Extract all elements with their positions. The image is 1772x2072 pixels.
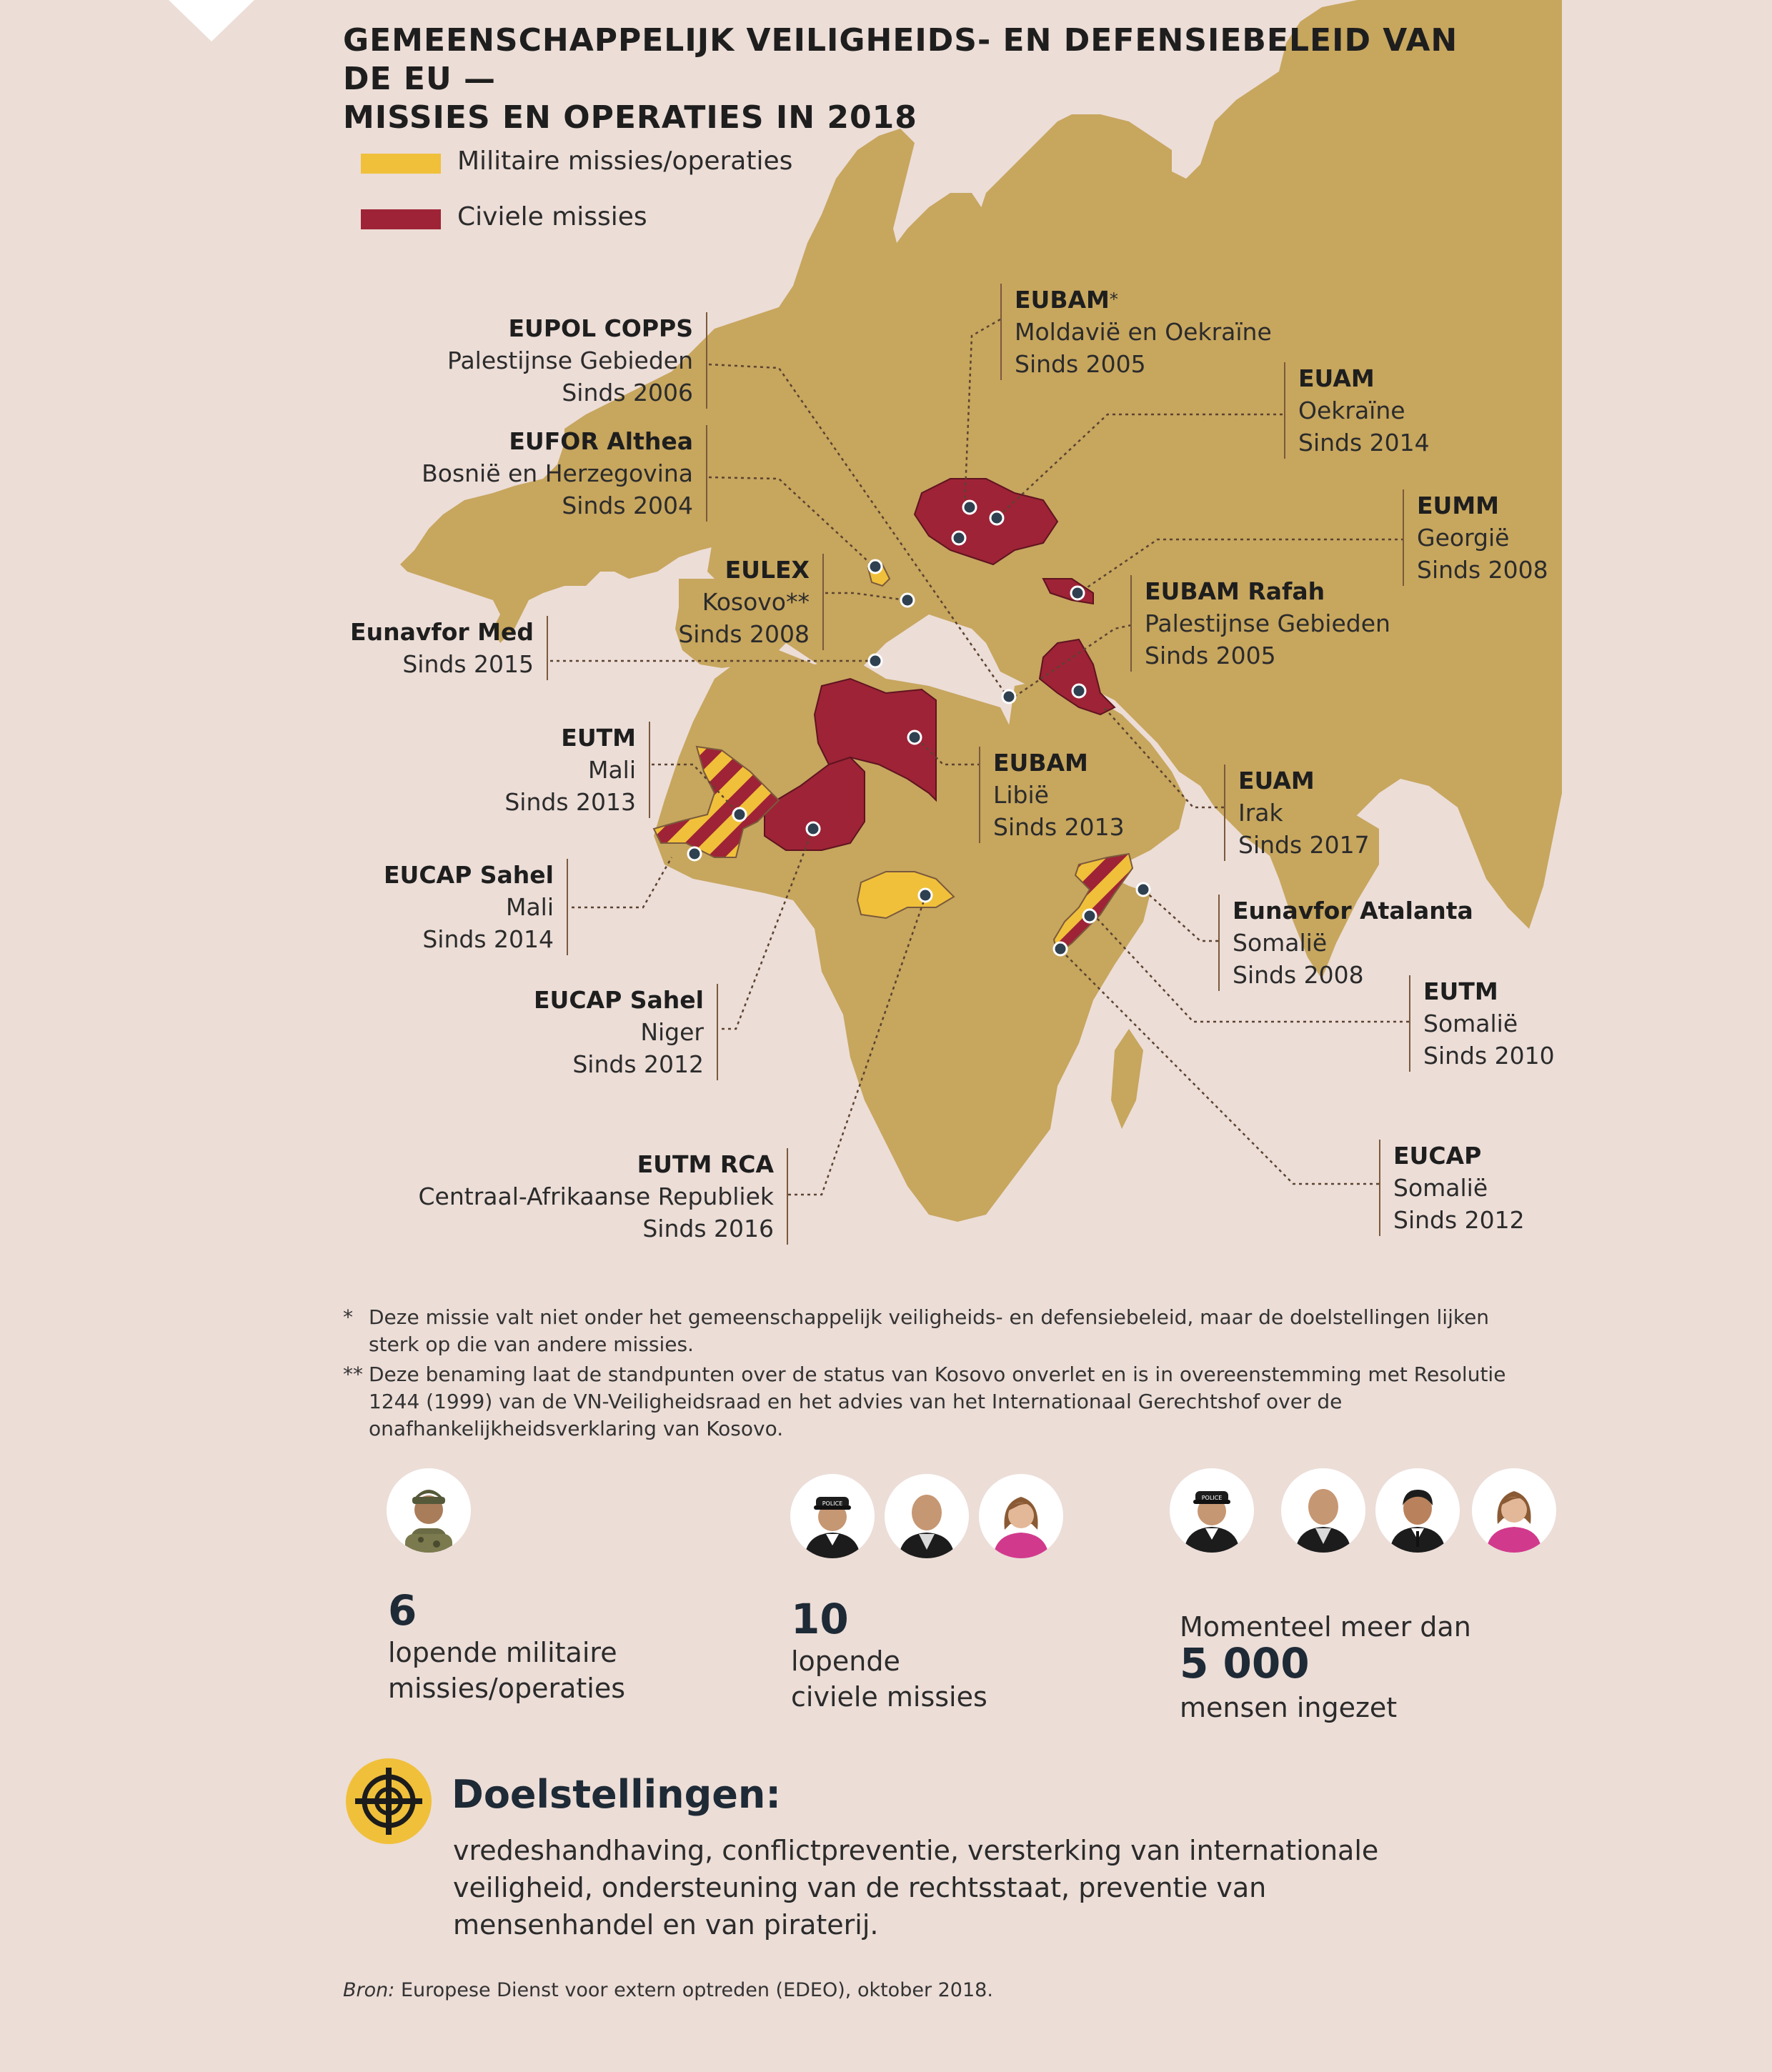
label-country: Bosnië en Herzegovina bbox=[422, 459, 693, 487]
stat-people-number: 5 000 bbox=[1180, 1639, 1310, 1688]
stat-military-line-1: lopende militaire bbox=[388, 1637, 617, 1668]
police-officer-icon bbox=[790, 1474, 875, 1558]
label-eutm-somalia bbox=[1409, 975, 1555, 1072]
source-label: Bron: bbox=[343, 1979, 395, 2001]
label-name: EUBAM Rafah bbox=[1145, 577, 1325, 605]
stat-civilian-number: 10 bbox=[791, 1595, 849, 1643]
legend-label-military: Militaire missies/operaties bbox=[457, 146, 793, 176]
footnote-1 bbox=[343, 1304, 1529, 1358]
label-name: EUFOR Althea bbox=[509, 427, 693, 455]
footnote-1-text: Deze missie valt niet onder het gemeenschappelijk veiligheids- en defensiebeleid, maar de doelstellingen lijken sterk op die van andere missies. bbox=[369, 1305, 1490, 1356]
label-country: Palestijnse Gebieden bbox=[447, 347, 693, 374]
label-since: Sinds 2014 bbox=[1298, 429, 1430, 457]
stat-civilian-line-1: lopende bbox=[791, 1645, 900, 1677]
label-since: Sinds 2014 bbox=[422, 925, 554, 953]
label-eubam-rafah bbox=[1130, 575, 1390, 672]
page-title bbox=[343, 21, 1515, 137]
label-eucap-somalia bbox=[1379, 1140, 1525, 1236]
label-name: EUBAM bbox=[993, 749, 1088, 777]
label-eubam-libya bbox=[979, 747, 1125, 843]
legend-label-civilian: Civiele missies bbox=[457, 202, 647, 231]
footnote-marker: * bbox=[1109, 289, 1118, 309]
label-since: Sinds 2008 bbox=[1233, 961, 1364, 989]
footnote-2 bbox=[343, 1361, 1529, 1443]
man-dark-hair-avatar bbox=[1375, 1468, 1460, 1553]
man-icon bbox=[885, 1474, 969, 1558]
label-country: Irak bbox=[1238, 799, 1283, 827]
label-eutm-mali bbox=[504, 722, 650, 818]
label-since: Sinds 2013 bbox=[993, 813, 1125, 841]
label-name: EUMM bbox=[1417, 492, 1500, 519]
police-badge-text: POLICE bbox=[1201, 1495, 1223, 1501]
stat-civilian-line-2: civiele missies bbox=[791, 1681, 987, 1713]
police-badge-text: POLICE bbox=[822, 1500, 843, 1507]
footnote-2-marker: ** bbox=[343, 1363, 363, 1386]
label-eubam-moldova bbox=[1000, 284, 1272, 380]
label-since: Sinds 2006 bbox=[562, 379, 693, 407]
label-country: Moldavië en Oekraïne bbox=[1015, 318, 1272, 346]
woman-avatar-2 bbox=[1472, 1468, 1556, 1553]
label-country: Somalië bbox=[1393, 1174, 1488, 1202]
label-since: Sinds 2016 bbox=[642, 1215, 774, 1242]
label-since: Sinds 2012 bbox=[572, 1050, 704, 1078]
target-icon bbox=[345, 1758, 432, 1845]
label-country: Mali bbox=[587, 756, 636, 784]
label-country: Somalië bbox=[1423, 1010, 1518, 1037]
label-eucap-sahel-niger bbox=[534, 984, 718, 1080]
label-name: EUTM bbox=[561, 724, 636, 752]
label-country: Oekraïne bbox=[1298, 397, 1405, 424]
label-euam-ukraine bbox=[1284, 362, 1430, 459]
label-country: Georgië bbox=[1417, 524, 1510, 552]
label-since: Sinds 2005 bbox=[1015, 350, 1146, 378]
man-avatar bbox=[885, 1474, 969, 1558]
stat-civilian-text bbox=[791, 1643, 987, 1715]
label-since: Sinds 2008 bbox=[678, 620, 810, 648]
label-name: EUTM bbox=[1423, 977, 1498, 1005]
label-country: Somalië bbox=[1233, 929, 1328, 957]
stat-military-text bbox=[388, 1635, 625, 1706]
label-name: EUTM RCA bbox=[637, 1150, 774, 1178]
police-officer-avatar-2 bbox=[1170, 1468, 1254, 1553]
label-country: Palestijnse Gebieden bbox=[1145, 609, 1390, 637]
woman-avatar bbox=[979, 1474, 1063, 1558]
label-since: Sinds 2015 bbox=[402, 650, 534, 678]
label-since: Sinds 2012 bbox=[1393, 1206, 1525, 1234]
label-since: Sinds 2013 bbox=[504, 788, 636, 816]
soldier-icon bbox=[387, 1468, 471, 1553]
footnote-1-marker: * bbox=[343, 1305, 353, 1329]
legend-swatch-civilian bbox=[361, 209, 441, 229]
label-eulex bbox=[678, 554, 824, 650]
label-eupol-copps bbox=[447, 312, 707, 409]
man-dark-hair-icon bbox=[1375, 1468, 1460, 1553]
title-line-1: GEMEENSCHAPPELIJK VEILIGHEIDS- EN DEFENSIEBELEID VAN DE EU — bbox=[343, 22, 1458, 97]
label-name: Eunavfor Atalanta bbox=[1233, 897, 1473, 925]
label-eucap-sahel-mali bbox=[384, 859, 568, 955]
stat-military-number: 6 bbox=[388, 1586, 417, 1635]
label-eufor-althea bbox=[422, 425, 707, 522]
title-line-2: MISSIES EN OPERATIES IN 2018 bbox=[343, 99, 917, 136]
goals-text: vredeshandhaving, conflictpreventie, versterking van internationale veiligheid, ondersteuning van de rechtsstaat, preventie van mensenhandel en van piraterij. bbox=[453, 1835, 1379, 1941]
land-madagascar bbox=[1111, 1029, 1143, 1129]
label-since: Sinds 2017 bbox=[1238, 831, 1370, 859]
label-eunavfor-med bbox=[350, 616, 548, 680]
stat-people-suffix: mensen ingezet bbox=[1180, 1692, 1398, 1723]
label-since: Sinds 2008 bbox=[1417, 556, 1548, 584]
soldier-avatar bbox=[387, 1468, 471, 1553]
footnote-2-text: Deze benaming laat de standpunten over de status van Kosovo onverlet en is in overeenstemming met Resolutie 1244 (1999) van de VN-Veiligheidsraad en het advies van het Internationaal Gerechtshof over de onafhankelijkheidsverklaring van Kosovo. bbox=[369, 1363, 1506, 1440]
police-officer-icon bbox=[1170, 1468, 1254, 1553]
label-country: Libië bbox=[993, 781, 1049, 809]
man-avatar-2 bbox=[1281, 1468, 1365, 1553]
label-eumm bbox=[1403, 489, 1548, 586]
man-icon bbox=[1281, 1468, 1365, 1553]
label-name: EUCAP Sahel bbox=[384, 861, 554, 889]
stat-military-line-2: missies/operaties bbox=[388, 1673, 625, 1704]
label-euam-iraq bbox=[1224, 764, 1370, 861]
legend-swatch-military bbox=[361, 154, 441, 174]
label-name: Eunavfor Med bbox=[350, 618, 534, 646]
woman-icon bbox=[979, 1474, 1063, 1558]
police-officer-avatar bbox=[790, 1474, 875, 1558]
label-name: EUBAM bbox=[1015, 286, 1110, 314]
label-name: EUCAP bbox=[1393, 1142, 1482, 1170]
label-name: EUAM bbox=[1298, 364, 1375, 392]
stat-people-prefix: Momenteel meer dan bbox=[1180, 1611, 1471, 1643]
label-since: Sinds 2010 bbox=[1423, 1042, 1555, 1070]
woman-icon bbox=[1472, 1468, 1556, 1553]
label-since: Sinds 2005 bbox=[1145, 642, 1276, 669]
label-name: EUPOL COPPS bbox=[508, 314, 693, 342]
label-name: EUAM bbox=[1238, 767, 1315, 795]
label-since: Sinds 2004 bbox=[562, 492, 693, 519]
label-country: Centraal-Afrikaanse Republiek bbox=[418, 1182, 774, 1210]
label-country: Kosovo** bbox=[702, 588, 810, 616]
label-country: Mali bbox=[505, 893, 554, 921]
source-text: Europese Dienst voor extern optreden (EDEO), oktober 2018. bbox=[394, 1979, 993, 2001]
goals-title: Doelstellingen: bbox=[452, 1772, 781, 1817]
label-name: EULEX bbox=[725, 556, 810, 584]
label-eutm-rca bbox=[419, 1148, 789, 1245]
source-line bbox=[343, 1979, 993, 2001]
corner-notch bbox=[169, 0, 254, 41]
label-name: EUCAP Sahel bbox=[534, 986, 704, 1014]
label-country: Niger bbox=[640, 1018, 704, 1046]
